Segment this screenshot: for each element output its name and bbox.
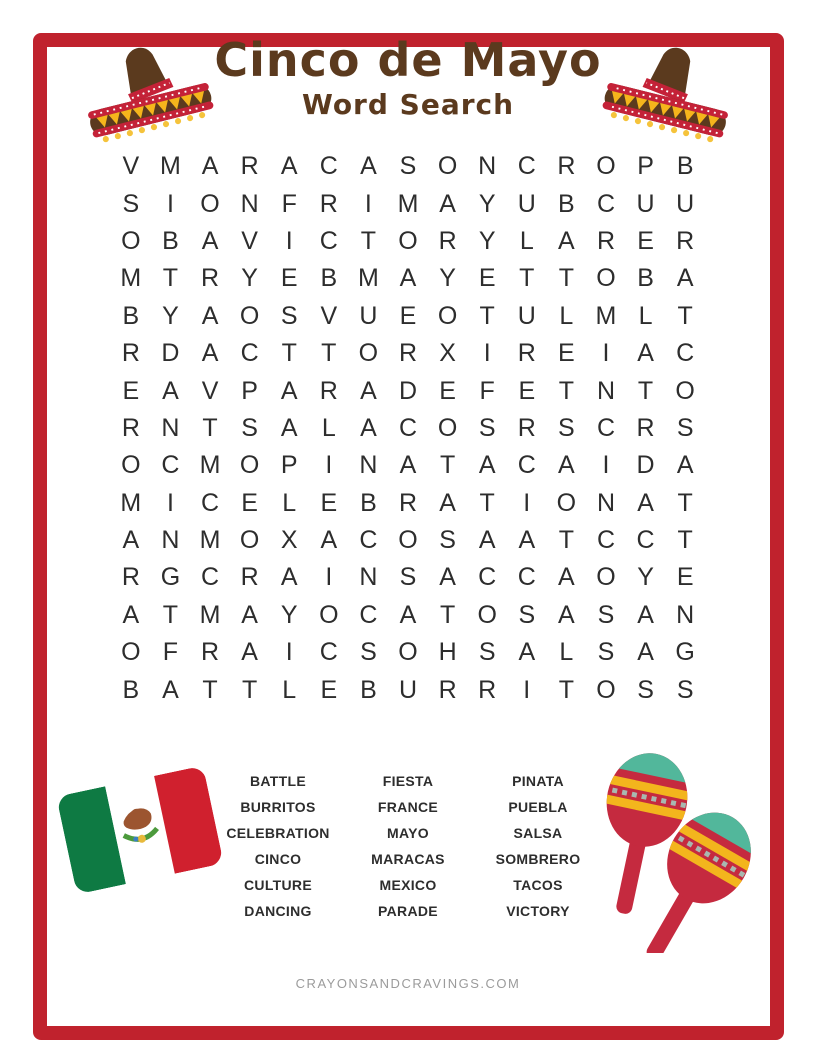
word-list-item: VICTORY: [506, 903, 570, 919]
grid-letter: R: [438, 226, 457, 255]
header: [0, 33, 816, 122]
grid-letter: A: [637, 600, 654, 629]
grid-letter: P: [241, 376, 258, 405]
grid-letter: T: [637, 376, 654, 405]
grid-letter: D: [161, 339, 180, 368]
grid-letter: A: [162, 675, 179, 704]
grid-letter: T: [677, 488, 693, 517]
grid-letter: L: [282, 675, 297, 704]
grid-letter: T: [202, 675, 218, 704]
grid-letter: A: [201, 226, 219, 255]
grid-letter: N: [359, 451, 378, 480]
grid-letter: I: [364, 189, 372, 218]
grid-letter: L: [638, 301, 653, 330]
grid-letter: G: [160, 563, 181, 592]
grid-letter: P: [637, 152, 654, 181]
footer-credit: CRAYONSANDCRAVINGS.COM: [295, 976, 521, 991]
grid-letter: R: [596, 226, 615, 255]
grid-letter: N: [676, 600, 695, 629]
grid-letter: A: [280, 563, 298, 592]
grid-letter: O: [477, 600, 497, 629]
grid-letter: C: [596, 189, 615, 218]
grid-letter: T: [281, 339, 297, 368]
grid-letter: O: [437, 301, 458, 330]
grid-letter: T: [519, 264, 535, 293]
grid-letter: I: [285, 638, 293, 667]
grid-letter: O: [239, 301, 260, 330]
grid-letter: U: [517, 301, 536, 330]
grid-letter: C: [161, 451, 180, 480]
word-list-item: FRANCE: [377, 799, 439, 815]
grid-letter: C: [596, 413, 615, 442]
word-list-item: BURRITOS: [240, 799, 316, 815]
word-list-item: CELEBRATION: [226, 825, 330, 841]
grid-letter: T: [439, 600, 456, 629]
grid-letter: S: [637, 675, 654, 704]
grid-letter: I: [602, 339, 610, 368]
word-list-item: PARADE: [378, 903, 438, 919]
grid-letter: R: [517, 339, 536, 368]
grid-letter: C: [596, 526, 615, 555]
grid-letter: O: [596, 563, 616, 592]
grid-letter: B: [360, 675, 377, 704]
grid-letter: S: [399, 563, 417, 592]
grid-letter: N: [161, 413, 180, 442]
grid-letter: S: [439, 526, 456, 555]
grid-letter: A: [558, 226, 575, 255]
grid-letter: R: [121, 339, 140, 368]
grid-letter: M: [120, 264, 142, 293]
grid-letter: U: [359, 301, 378, 330]
word-list-item: MARACAS: [371, 851, 445, 867]
grid-letter: S: [597, 638, 615, 667]
grid-letter: S: [360, 638, 377, 667]
grid-letter: A: [676, 264, 694, 293]
grid-letter: U: [676, 189, 695, 218]
grid-letter: A: [676, 451, 694, 480]
grid-letter: R: [438, 675, 457, 704]
grid-letter: C: [319, 152, 338, 181]
grid-letter: T: [202, 413, 218, 442]
grid-letter: I: [166, 488, 174, 517]
grid-letter: O: [596, 264, 616, 293]
word-list-column-3: [473, 768, 603, 924]
word-list-item: TACOS: [513, 877, 563, 893]
grid-letter: V: [122, 152, 140, 181]
grid-letter: O: [398, 526, 418, 555]
grid-letter: L: [519, 226, 534, 255]
grid-letter: A: [241, 638, 258, 667]
word-list-item: PINATA: [512, 773, 564, 789]
grid-letter: E: [676, 563, 694, 592]
grid-letter: R: [240, 152, 259, 181]
word-list-item: MAYO: [387, 825, 429, 841]
grid-letter: C: [517, 563, 536, 592]
word-list-item: SALSA: [513, 825, 563, 841]
grid-letter: T: [162, 600, 179, 629]
grid-letter: I: [523, 675, 531, 704]
grid-letter: Y: [478, 189, 496, 218]
grid-letter: N: [161, 526, 180, 555]
grid-letter: A: [518, 526, 536, 555]
grid-letter: C: [517, 152, 536, 181]
page-title: Cinco de Mayo: [214, 33, 602, 87]
grid-letter: E: [122, 376, 140, 405]
grid-letter: A: [558, 451, 575, 480]
grid-letter: Y: [439, 264, 456, 293]
grid-letter: O: [239, 451, 260, 480]
grid-letter: R: [398, 488, 418, 517]
grid-letter: G: [675, 638, 695, 667]
grid-letter: T: [677, 526, 693, 555]
grid-letter: O: [121, 451, 141, 480]
word-list-item: DANCING: [244, 903, 312, 919]
grid-letter: R: [557, 152, 576, 181]
grid-letter: Y: [162, 301, 179, 330]
grid-letter: Y: [637, 563, 654, 592]
grid-letter: X: [439, 339, 456, 368]
grid-letter: A: [241, 600, 258, 629]
grid-letter: L: [559, 301, 574, 330]
word-list-item: CULTURE: [244, 877, 312, 893]
grid-letter: A: [162, 376, 179, 405]
grid-letter: A: [320, 526, 338, 555]
grid-letter: S: [558, 413, 575, 442]
grid-letter: D: [636, 451, 655, 480]
grid-letter: H: [438, 638, 457, 667]
grid-letter: R: [636, 413, 655, 442]
grid-letter: I: [285, 226, 293, 255]
grid-letter: T: [360, 226, 377, 255]
grid-letter: A: [439, 189, 456, 218]
grid-letter: D: [398, 376, 418, 405]
grid-letter: A: [201, 152, 219, 181]
grid-letter: O: [239, 526, 260, 555]
grid-letter: B: [122, 675, 140, 704]
grid-letter: A: [637, 638, 654, 667]
grid-letter: C: [201, 488, 220, 517]
grid-letter: A: [439, 563, 456, 592]
grid-letter: T: [677, 301, 693, 330]
grid-letter: F: [281, 189, 297, 218]
grid-letter: M: [199, 451, 221, 480]
grid-letter: C: [478, 563, 497, 592]
word-list-item: BATTLE: [250, 773, 306, 789]
grid-letter: I: [523, 488, 531, 517]
grid-letter: U: [398, 675, 418, 704]
grid-letter: T: [558, 675, 575, 704]
grid-letter: S: [597, 600, 615, 629]
grid-letter: U: [517, 189, 536, 218]
grid-letter: C: [636, 526, 655, 555]
page-subtitle: Word Search: [301, 88, 515, 122]
grid-letter: R: [517, 413, 536, 442]
grid-letter: C: [319, 638, 338, 667]
grid-letter: N: [596, 376, 615, 405]
grid-letter: N: [240, 189, 259, 218]
grid-letter: C: [319, 226, 338, 255]
grid-letter: R: [240, 563, 259, 592]
grid-letter: T: [558, 376, 575, 405]
grid-letter: A: [518, 638, 536, 667]
grid-letter: T: [479, 488, 495, 517]
grid-letter: I: [325, 563, 333, 592]
word-search-grid: [111, 148, 705, 709]
grid-letter: I: [325, 451, 333, 480]
grid-letter: A: [122, 600, 140, 629]
grid-letter: M: [120, 488, 142, 517]
grid-letter: M: [199, 526, 221, 555]
grid-letter: A: [280, 376, 298, 405]
grid-letter: R: [319, 376, 338, 405]
grid-letter: V: [241, 226, 258, 255]
grid-letter: M: [357, 264, 379, 293]
grid-letter: C: [359, 526, 378, 555]
grid-letter: E: [399, 301, 417, 330]
word-list-item: MEXICO: [379, 877, 437, 893]
grid-letter: A: [360, 413, 377, 442]
grid-letter: B: [676, 152, 694, 181]
grid-letter: A: [122, 526, 140, 555]
grid-letter: R: [319, 189, 338, 218]
grid-letter: A: [360, 152, 377, 181]
grid-letter: M: [160, 152, 181, 181]
grid-letter: X: [280, 526, 298, 555]
grid-letter: E: [558, 339, 575, 368]
grid-letter: S: [676, 675, 694, 704]
grid-letter: O: [358, 339, 379, 368]
grid-letter: O: [398, 638, 418, 667]
grid-letter: O: [437, 413, 458, 442]
grid-letter: Y: [478, 226, 496, 255]
grid-letter: L: [321, 413, 336, 442]
grid-letter: V: [201, 376, 219, 405]
grid-letter: S: [478, 638, 496, 667]
word-list: [213, 768, 603, 924]
grid-letter: N: [359, 563, 378, 592]
grid-letter: P: [280, 451, 298, 480]
grid-letter: B: [360, 488, 377, 517]
word-list-item: SOMBRERO: [495, 851, 581, 867]
word-list-item: PUEBLA: [508, 799, 568, 815]
grid-letter: F: [479, 376, 495, 405]
grid-letter: I: [602, 451, 610, 480]
grid-letter: O: [437, 152, 458, 181]
word-list-item: CINCO: [254, 851, 302, 867]
grid-letter: Y: [241, 264, 258, 293]
grid-letter: O: [319, 600, 339, 629]
grid-letter: O: [596, 675, 616, 704]
grid-letter: A: [280, 152, 298, 181]
grid-letter: T: [321, 339, 337, 368]
grid-letter: S: [280, 301, 298, 330]
grid-letter: A: [399, 264, 417, 293]
grid-letter: C: [240, 339, 259, 368]
grid-letter: L: [559, 638, 574, 667]
mexican-flag-icon: [55, 765, 224, 894]
grid-letter: B: [637, 264, 654, 293]
grid-letter: V: [320, 301, 338, 330]
grid-letter: M: [595, 301, 617, 330]
maracas-icon: [585, 738, 780, 953]
grid-letter: A: [558, 600, 575, 629]
grid-letter: A: [637, 488, 654, 517]
grid-letter: E: [439, 376, 456, 405]
word-list-item: FIESTA: [382, 773, 434, 789]
grid-letter: T: [439, 451, 456, 480]
grid-letter: R: [398, 339, 418, 368]
grid-letter: C: [201, 563, 220, 592]
grid-letter: T: [479, 301, 495, 330]
word-list-column-2: [343, 768, 473, 924]
grid-letter: R: [201, 264, 220, 293]
grid-letter: A: [399, 451, 417, 480]
grid-letter: T: [558, 264, 575, 293]
grid-letter: Y: [280, 600, 298, 629]
grid-letter: S: [399, 152, 417, 181]
grid-letter: S: [676, 413, 694, 442]
grid-letter: C: [398, 413, 418, 442]
grid-letter: S: [518, 600, 536, 629]
grid-letter: T: [558, 526, 575, 555]
grid-letter: I: [483, 339, 491, 368]
grid-letter: M: [397, 189, 419, 218]
grid-letter: A: [280, 413, 298, 442]
grid-letter: I: [166, 189, 174, 218]
grid-letter: B: [558, 189, 575, 218]
grid-letter: R: [201, 638, 220, 667]
grid-letter: C: [517, 451, 536, 480]
grid-letter: S: [478, 413, 496, 442]
grid-letter: L: [282, 488, 297, 517]
grid-letter: A: [439, 488, 456, 517]
grid-letter: O: [398, 226, 418, 255]
grid-letter: O: [121, 638, 141, 667]
grid-letter: N: [478, 152, 497, 181]
grid-letter: A: [637, 339, 654, 368]
grid-letter: E: [320, 675, 338, 704]
grid-letter: M: [199, 600, 221, 629]
grid-letter: E: [280, 264, 298, 293]
grid-letter: E: [637, 226, 654, 255]
grid-letter: S: [122, 189, 140, 218]
grid-letter: A: [201, 339, 219, 368]
grid-letter: R: [121, 413, 140, 442]
grid-letter: O: [675, 376, 695, 405]
grid-letter: A: [558, 563, 575, 592]
grid-letter: E: [320, 488, 338, 517]
grid-letter: R: [121, 563, 140, 592]
grid-letter: C: [676, 339, 695, 368]
grid-letter: R: [676, 226, 695, 255]
grid-letter: A: [399, 600, 417, 629]
grid-letter: A: [360, 376, 377, 405]
word-list-column-1: [213, 768, 343, 924]
grid-letter: O: [200, 189, 220, 218]
grid-letter: U: [636, 189, 655, 218]
grid-letter: B: [162, 226, 179, 255]
grid-letter: F: [162, 638, 179, 667]
grid-letter: O: [121, 226, 141, 255]
grid-letter: E: [478, 264, 496, 293]
grid-letter: R: [478, 675, 497, 704]
grid-letter: T: [162, 264, 179, 293]
grid-letter: C: [359, 600, 378, 629]
grid-letter: O: [596, 152, 616, 181]
grid-letter: A: [478, 526, 496, 555]
grid-letter: A: [201, 301, 219, 330]
grid-letter: T: [241, 675, 258, 704]
grid-letter: B: [320, 264, 338, 293]
grid-letter: N: [596, 488, 615, 517]
grid-letter: S: [241, 413, 258, 442]
grid-letter: E: [241, 488, 258, 517]
grid-letter: B: [122, 301, 140, 330]
grid-letter: E: [518, 376, 536, 405]
grid-letter: O: [556, 488, 577, 517]
grid-letter: A: [478, 451, 496, 480]
